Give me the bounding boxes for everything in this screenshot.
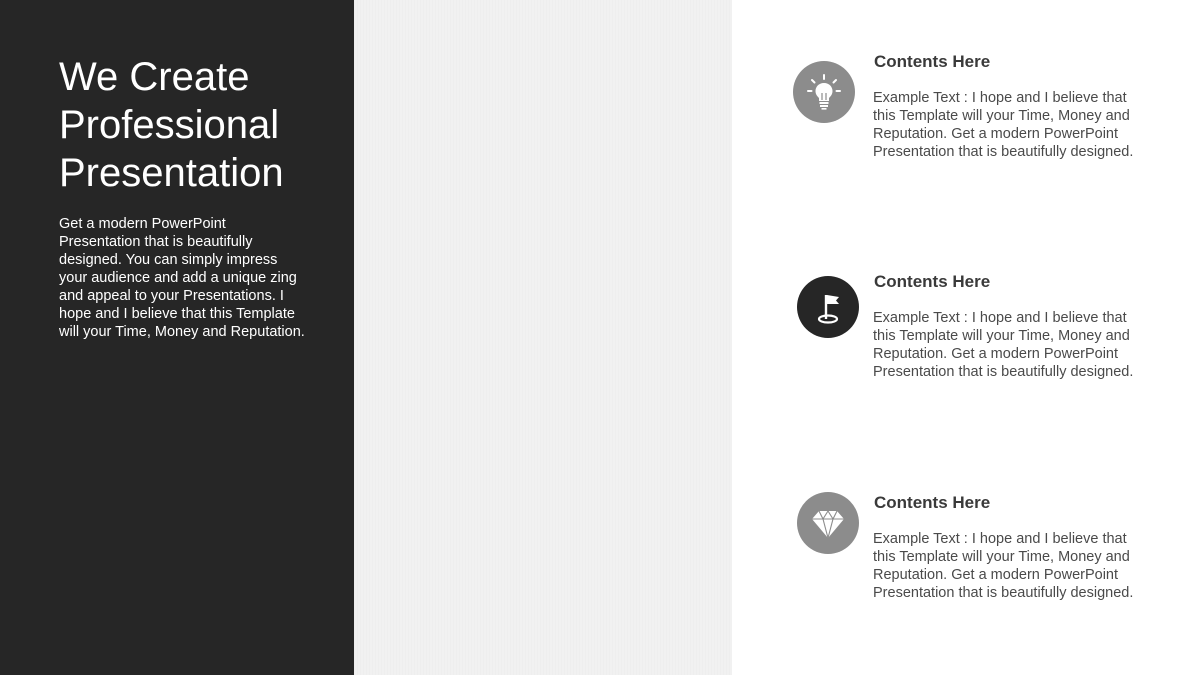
content-item-2 bbox=[732, 272, 1200, 432]
item-text: Example Text : I hope and I believe that this Template will your Time, Money and Reputation. Get a modern PowerPoint Presentation that is beautifully designed. bbox=[873, 90, 1134, 160]
item-title: Contents Here bbox=[874, 272, 991, 291]
slide-title: We Create Professional Presentation bbox=[59, 55, 284, 195]
diamond-icon bbox=[797, 492, 859, 554]
lightbulb-icon bbox=[793, 61, 855, 123]
item-text: Example Text : I hope and I believe that this Template will your Time, Money and Reputation. Get a modern PowerPoint Presentation that is beautifully designed. bbox=[873, 310, 1134, 380]
item-text: Example Text : I hope and I believe that this Template will your Time, Money and Reputation. Get a modern PowerPoint Presentation that is beautifully designed. bbox=[873, 531, 1134, 601]
flag-icon bbox=[797, 276, 859, 338]
content-item-3 bbox=[732, 493, 1200, 653]
slide-body-text: Get a modern PowerPoint Presentation that is beautifully designed. You can simply impress your audience and add a unique zing and appeal to your Presentations. I hope and I believe that this Template will your Time, Money and Reputation. bbox=[59, 216, 305, 340]
middle-image-placeholder bbox=[354, 0, 732, 675]
item-title: Contents Here bbox=[874, 493, 991, 512]
item-title: Contents Here bbox=[874, 52, 991, 71]
content-item-1 bbox=[732, 52, 1200, 212]
